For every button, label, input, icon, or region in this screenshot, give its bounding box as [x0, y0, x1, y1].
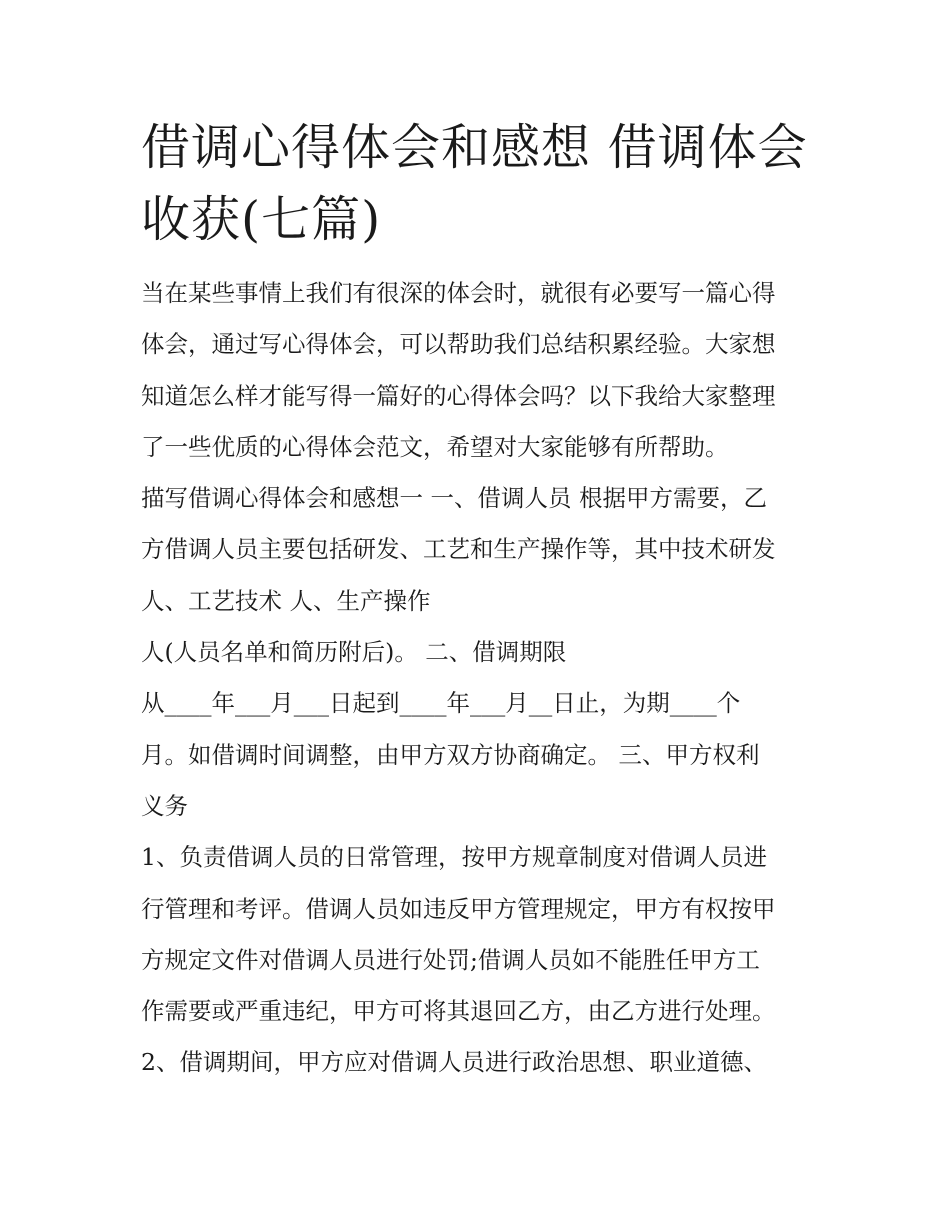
body-line: 知道怎么样才能写得一篇好的心得体会吗？以下我给大家整理: [141, 381, 776, 410]
body-line: 行管理和考评。借调人员如违反甲方管理规定，甲方有权按甲: [141, 894, 776, 923]
body-line: 义务: [141, 791, 188, 820]
title-line-2: 收获(七篇): [141, 191, 382, 248]
document-title: [141, 112, 821, 256]
body-line: 1、负责借调人员的日常管理，按甲方规章制度对借调人员进: [141, 843, 767, 872]
body-line: 方规定文件对借调人员进行处罚;借调人员如不能胜任甲方工: [141, 945, 760, 974]
body-line: 人(人员名单和简历附后)。 二、借调期限: [141, 638, 567, 667]
document-page: [141, 112, 821, 1089]
body-line: 体会，通过写心得体会，可以帮助我们总结积累经验。大家想: [141, 330, 776, 359]
body-line: 2、借调期间，甲方应对借调人员进行政治思想、职业道德、: [141, 1048, 767, 1077]
body-line: 从____年___月___日起到____年___月__日止，为期____个: [141, 689, 741, 718]
body-line: 了一些优质的心得体会范文，希望对大家能够有所帮助。: [141, 432, 729, 461]
body-line: 描写借调心得体会和感想一 一、借调人员 根据甲方需要，乙: [141, 484, 767, 513]
document-body: [141, 268, 821, 1089]
body-line: 方借调人员主要包括研发、工艺和生产操作等，其中技术研发: [141, 535, 776, 564]
title-line-1: 借调心得体会和感想 借调体会: [141, 119, 808, 176]
body-line: 月。如借调时间调整，由甲方双方协商确定。 三、甲方权利: [141, 740, 760, 769]
body-line: 作需要或严重违纪，甲方可将其退回乙方，由乙方进行处理。: [141, 997, 776, 1026]
body-line: 人、工艺技术 人、生产操作: [141, 586, 431, 615]
body-line: 当在某些事情上我们有很深的体会时，就很有必要写一篇心得: [141, 279, 776, 307]
